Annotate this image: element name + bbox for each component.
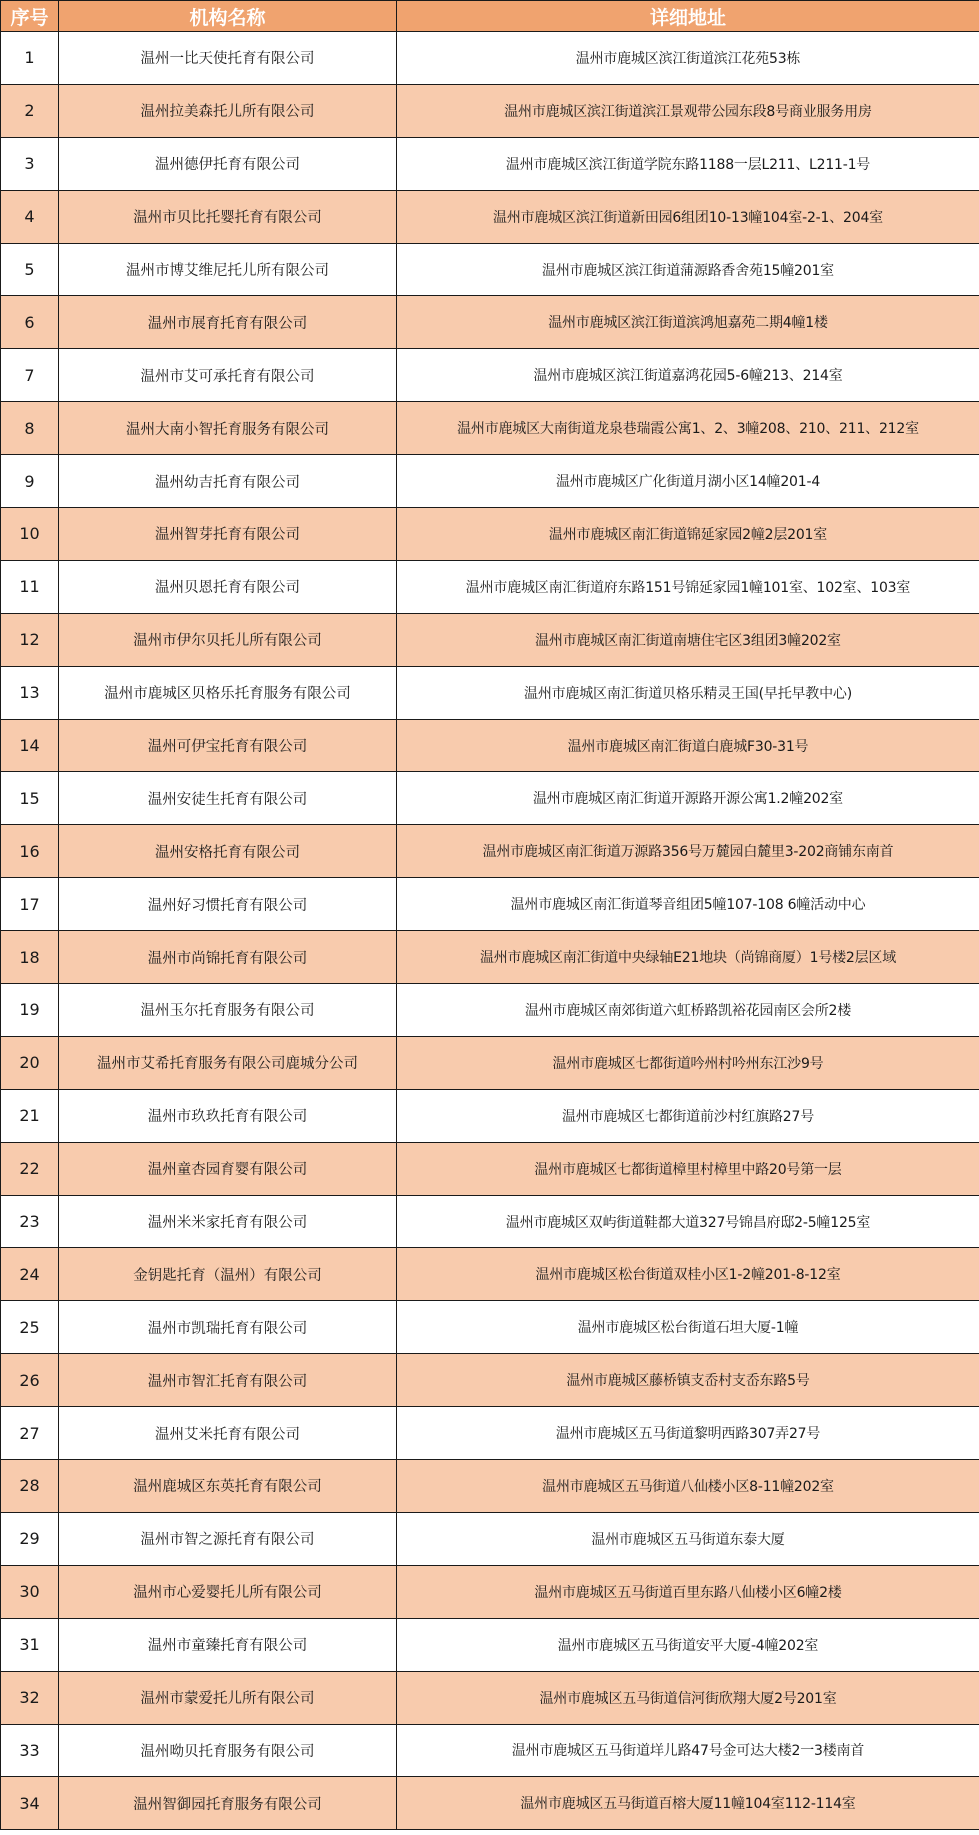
row-index: 4 — [1, 190, 59, 243]
row-address: 温州市鹿城区南汇街道贝格乐精灵王国(早托早教中心) — [397, 666, 979, 719]
row-index: 33 — [1, 1724, 59, 1777]
table-row — [1, 560, 979, 613]
row-index: 8 — [1, 402, 59, 455]
row-address: 温州市鹿城区滨江街道滨江景观带公园东段8号商业服务用房 — [397, 84, 979, 137]
row-address: 温州市鹿城区五马街道东泰大厦 — [397, 1512, 979, 1565]
table-row — [1, 137, 979, 190]
row-address: 温州市鹿城区南汇街道府东路151号锦延家园1幢101室、102室、103室 — [397, 560, 979, 613]
table-row — [1, 878, 979, 931]
row-address: 温州市鹿城区松台街道双桂小区1-2幢201-8-12室 — [397, 1248, 979, 1301]
row-index: 22 — [1, 1142, 59, 1195]
row-index: 13 — [1, 666, 59, 719]
table-row — [1, 1724, 979, 1777]
row-institution-name: 温州鹿城区东英托育有限公司 — [59, 1460, 397, 1513]
row-address: 温州市鹿城区滨江街道学院东路1188一层L211、L211-1号 — [397, 137, 979, 190]
row-index: 3 — [1, 137, 59, 190]
row-index: 1 — [1, 32, 59, 85]
row-address: 温州市鹿城区滨江街道滨江花苑53栋 — [397, 32, 979, 85]
row-institution-name: 温州玉尔托育服务有限公司 — [59, 984, 397, 1037]
row-address: 温州市鹿城区七都街道吟州村吟州东江沙9号 — [397, 1036, 979, 1089]
table-row — [1, 32, 979, 85]
row-address: 温州市鹿城区七都街道前沙村红旗路27号 — [397, 1089, 979, 1142]
row-index: 26 — [1, 1354, 59, 1407]
row-address: 温州市鹿城区滨江街道嘉鸿花园5-6幢213、214室 — [397, 349, 979, 402]
row-address: 温州市鹿城区南郊街道六虹桥路凯裕花园南区会所2楼 — [397, 984, 979, 1037]
row-index: 19 — [1, 984, 59, 1037]
row-institution-name: 温州市童臻托育有限公司 — [59, 1618, 397, 1671]
row-institution-name: 温州拉美森托儿所有限公司 — [59, 84, 397, 137]
row-index: 31 — [1, 1618, 59, 1671]
row-institution-name: 温州德伊托育有限公司 — [59, 137, 397, 190]
row-address: 温州市鹿城区南汇街道琴音组团5幢107-108 6幢活动中心 — [397, 878, 979, 931]
table-row — [1, 1195, 979, 1248]
row-address: 温州市鹿城区五马街道安平大厦-4幢202室 — [397, 1618, 979, 1671]
table-row — [1, 1089, 979, 1142]
row-institution-name: 温州一比天使托育有限公司 — [59, 32, 397, 85]
row-index: 29 — [1, 1512, 59, 1565]
row-address: 温州市鹿城区五马街道信河街欣翔大厦2号201室 — [397, 1671, 979, 1724]
row-address: 温州市鹿城区双屿街道鞋都大道327号锦昌府邸2-5幢125室 — [397, 1195, 979, 1248]
row-address: 温州市鹿城区南汇街道白鹿城F30-31号 — [397, 719, 979, 772]
table-row — [1, 772, 979, 825]
row-address: 温州市鹿城区大南街道龙泉巷瑞霞公寓1、2、3幢208、210、211、212室 — [397, 402, 979, 455]
row-index: 21 — [1, 1089, 59, 1142]
table-row — [1, 666, 979, 719]
table-row — [1, 984, 979, 1037]
table-row — [1, 1777, 979, 1830]
row-address: 温州市鹿城区五马街道百里东路八仙楼小区6幢2楼 — [397, 1565, 979, 1618]
row-address: 温州市鹿城区五马街道百榕大厦11幢104室112-114室 — [397, 1777, 979, 1830]
table-row — [1, 719, 979, 772]
row-institution-name: 温州市尚锦托育有限公司 — [59, 931, 397, 984]
table-row — [1, 825, 979, 878]
table-row — [1, 455, 979, 508]
row-address: 温州市鹿城区五马街道黎明西路307弄27号 — [397, 1407, 979, 1460]
row-index: 20 — [1, 1036, 59, 1089]
row-institution-name: 温州市凯瑞托育有限公司 — [59, 1301, 397, 1354]
row-institution-name: 温州市蒙爱托儿所有限公司 — [59, 1671, 397, 1724]
table-row — [1, 1565, 979, 1618]
row-institution-name: 温州市心爱婴托儿所有限公司 — [59, 1565, 397, 1618]
table-row — [1, 349, 979, 402]
row-institution-name: 温州市伊尔贝托儿所有限公司 — [59, 613, 397, 666]
row-address: 温州市鹿城区滨江街道滨鸿旭嘉苑二期4幢1楼 — [397, 296, 979, 349]
row-index: 25 — [1, 1301, 59, 1354]
table-row — [1, 1671, 979, 1724]
row-institution-name: 温州安徒生托育有限公司 — [59, 772, 397, 825]
table-row — [1, 1248, 979, 1301]
table-row — [1, 1142, 979, 1195]
row-institution-name: 温州艾米托育有限公司 — [59, 1407, 397, 1460]
table-row — [1, 1618, 979, 1671]
row-institution-name: 温州可伊宝托育有限公司 — [59, 719, 397, 772]
table-row — [1, 931, 979, 984]
row-institution-name: 温州市展育托育有限公司 — [59, 296, 397, 349]
row-index: 2 — [1, 84, 59, 137]
table-header-row — [1, 1, 979, 32]
row-address: 温州市鹿城区松台街道石坦大厦-1幢 — [397, 1301, 979, 1354]
table-body — [1, 32, 979, 1830]
row-index: 11 — [1, 560, 59, 613]
row-institution-name: 温州呦贝托育服务有限公司 — [59, 1724, 397, 1777]
row-index: 24 — [1, 1248, 59, 1301]
row-address: 温州市鹿城区南汇街道锦延家园2幢2层201室 — [397, 508, 979, 561]
row-index: 23 — [1, 1195, 59, 1248]
header-name: 机构名称 — [59, 1, 397, 32]
table-row — [1, 296, 979, 349]
row-institution-name: 温州市艾可承托育有限公司 — [59, 349, 397, 402]
table-row — [1, 508, 979, 561]
row-institution-name: 温州大南小智托育服务有限公司 — [59, 402, 397, 455]
table-row — [1, 1036, 979, 1089]
header-address: 详细地址 — [397, 1, 979, 32]
row-index: 12 — [1, 613, 59, 666]
row-address: 温州市鹿城区南汇街道万源路356号万麓园白麓里3-202商铺东南首 — [397, 825, 979, 878]
table-row — [1, 243, 979, 296]
row-index: 7 — [1, 349, 59, 402]
row-index: 5 — [1, 243, 59, 296]
row-institution-name: 温州米米家托育有限公司 — [59, 1195, 397, 1248]
table-row — [1, 190, 979, 243]
row-address: 温州市鹿城区南汇街道中央绿轴E21地块（尚锦商厦）1号楼2层区域 — [397, 931, 979, 984]
header-index: 序号 — [1, 1, 59, 32]
row-address: 温州市鹿城区广化街道月湖小区14幢201-4 — [397, 455, 979, 508]
row-address: 温州市鹿城区南汇街道南塘住宅区3组团3幢202室 — [397, 613, 979, 666]
table-row — [1, 1407, 979, 1460]
row-institution-name: 温州市贝比托婴托育有限公司 — [59, 190, 397, 243]
row-institution-name: 温州智芽托育有限公司 — [59, 508, 397, 561]
row-address: 温州市鹿城区藤桥镇支岙村支岙东路5号 — [397, 1354, 979, 1407]
row-index: 14 — [1, 719, 59, 772]
row-institution-name: 温州安格托育有限公司 — [59, 825, 397, 878]
row-index: 30 — [1, 1565, 59, 1618]
row-institution-name: 金钥匙托育（温州）有限公司 — [59, 1248, 397, 1301]
row-address: 温州市鹿城区五马街道垟儿路47号金可达大楼2一3楼南首 — [397, 1724, 979, 1777]
table-row — [1, 1301, 979, 1354]
row-index: 18 — [1, 931, 59, 984]
table-row — [1, 613, 979, 666]
row-index: 15 — [1, 772, 59, 825]
row-institution-name: 温州市玖玖托育有限公司 — [59, 1089, 397, 1142]
table-row — [1, 84, 979, 137]
row-index: 10 — [1, 508, 59, 561]
table-row — [1, 402, 979, 455]
row-institution-name: 温州童杏园育婴有限公司 — [59, 1142, 397, 1195]
table-row — [1, 1512, 979, 1565]
row-index: 16 — [1, 825, 59, 878]
row-index: 28 — [1, 1460, 59, 1513]
row-address: 温州市鹿城区滨江街道新田园6组团10-13幢104室-2-1、204室 — [397, 190, 979, 243]
row-index: 17 — [1, 878, 59, 931]
table-row — [1, 1354, 979, 1407]
row-index: 32 — [1, 1671, 59, 1724]
table-row — [1, 1460, 979, 1513]
row-address: 温州市鹿城区七都街道樟里村樟里中路20号第一层 — [397, 1142, 979, 1195]
row-institution-name: 温州市艾希托育服务有限公司鹿城分公司 — [59, 1036, 397, 1089]
row-institution-name: 温州贝恩托育有限公司 — [59, 560, 397, 613]
row-institution-name: 温州市博艾维尼托儿所有限公司 — [59, 243, 397, 296]
row-institution-name: 温州好习惯托育有限公司 — [59, 878, 397, 931]
row-address: 温州市鹿城区滨江街道蒲源路香舍苑15幢201室 — [397, 243, 979, 296]
row-address: 温州市鹿城区五马街道八仙楼小区8-11幢202室 — [397, 1460, 979, 1513]
row-index: 34 — [1, 1777, 59, 1830]
row-institution-name: 温州幼吉托育有限公司 — [59, 455, 397, 508]
row-index: 9 — [1, 455, 59, 508]
row-address: 温州市鹿城区南汇街道开源路开源公寓1.2幢202室 — [397, 772, 979, 825]
row-index: 6 — [1, 296, 59, 349]
row-institution-name: 温州智御园托育服务有限公司 — [59, 1777, 397, 1830]
row-institution-name: 温州市智汇托育有限公司 — [59, 1354, 397, 1407]
row-institution-name: 温州市鹿城区贝格乐托育服务有限公司 — [59, 666, 397, 719]
row-institution-name: 温州市智之源托育有限公司 — [59, 1512, 397, 1565]
row-index: 27 — [1, 1407, 59, 1460]
